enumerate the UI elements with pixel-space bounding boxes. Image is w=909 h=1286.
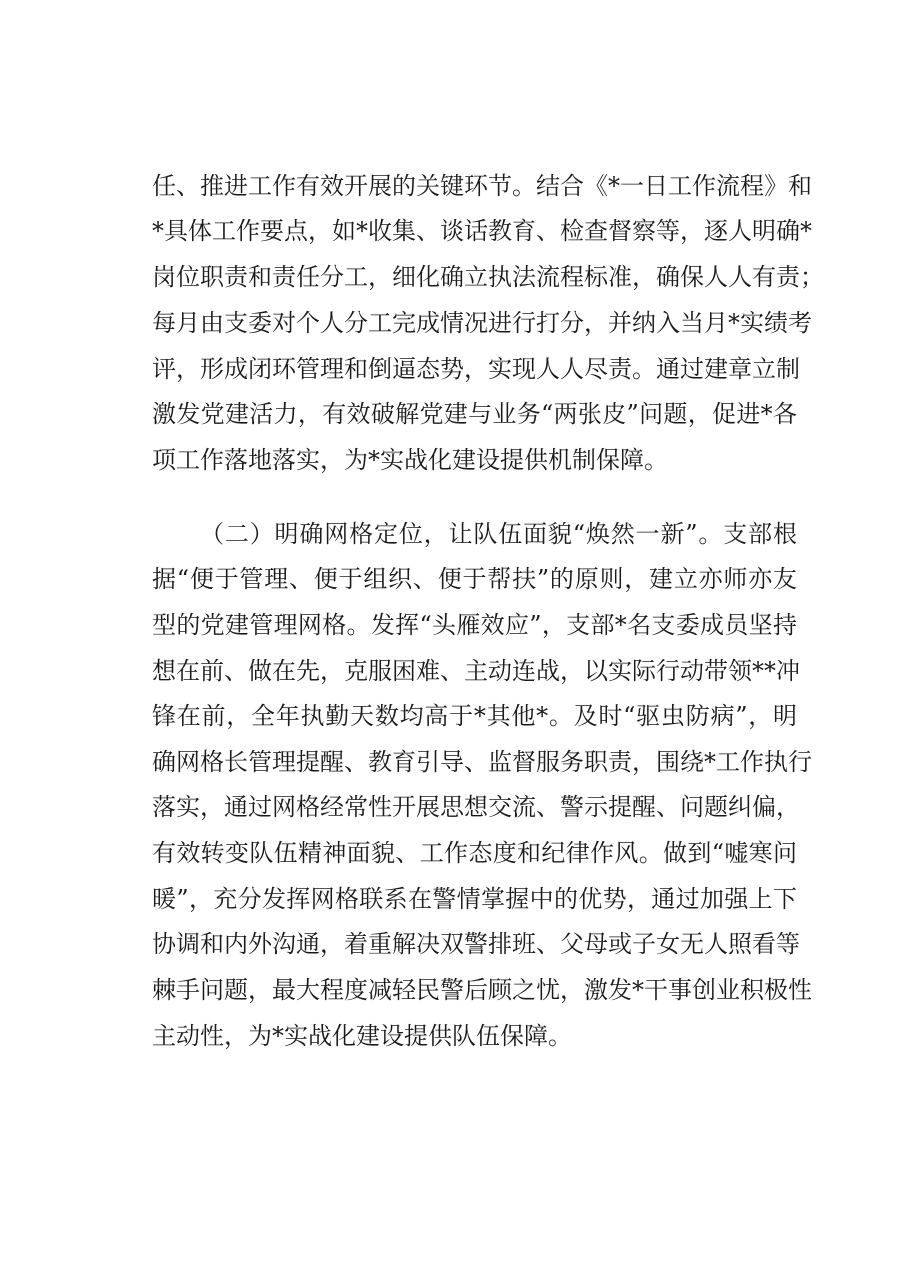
text-line: 棘手问题，最大程度减轻民警后顾之忧，激发*干事创业积极性: [152, 976, 812, 1004]
text-line: 评，形成闭环管理和倒逼态势，实现人人尽责。通过建章立制: [152, 355, 800, 383]
text-line: 确网格长管理提醒、教育引导、监督服务职责，围绕*工作执行: [152, 748, 812, 776]
text-line: 激发党建活力，有效破解党建与业务“两张皮”问题，促进*各: [152, 400, 797, 428]
text-line: 暖”，充分发挥网格联系在警情掌握中的优势，通过加强上下: [152, 885, 797, 913]
text-line: 锋在前，全年执勤天数均高于*其他*。及时“驱虫防病”，明: [152, 702, 797, 730]
text-line: 想在前、做在先，克服困难、主动连战，以实际行动带领**冲: [152, 657, 800, 685]
text-line: 落实，通过网格经常性开展思想交流、警示提醒、问题纠偏，: [152, 793, 800, 821]
text-line: 主动性，为*实战化建设提供队伍保障。: [152, 1022, 572, 1050]
text-line: （二）明确网格定位，让队伍面貌“焕然一新”。支部根: [200, 520, 797, 548]
text-line: 型的党建管理网格。发挥“头雁效应”，支部*名支委成员坚持: [152, 611, 797, 639]
text-line: 任、推进工作有效开展的关键环节。结合《*一日工作流程》和: [152, 172, 812, 200]
text-line: 每月由支委对个人分工完成情况进行打分，并纳入当月*实绩考: [152, 309, 812, 337]
text-line: 协调和内外沟通，着重解决双警排班、父母或子女无人照看等: [152, 930, 800, 958]
text-line: *具体工作要点，如*收集、谈话教育、检查督察等，逐人明确*: [152, 217, 812, 245]
text-line: 岗位职责和责任分工，细化确立执法流程标准，确保人人有责；: [152, 263, 824, 291]
text-line: 有效转变队伍精神面貌、工作态度和纪律作风。做到“嘘寒问: [152, 839, 797, 867]
text-line: 项工作落地落实，为*实战化建设提供机制保障。: [152, 446, 668, 474]
text-line: 据“便于管理、便于组织、便于帮扶”的原则，建立亦师亦友: [152, 565, 797, 593]
